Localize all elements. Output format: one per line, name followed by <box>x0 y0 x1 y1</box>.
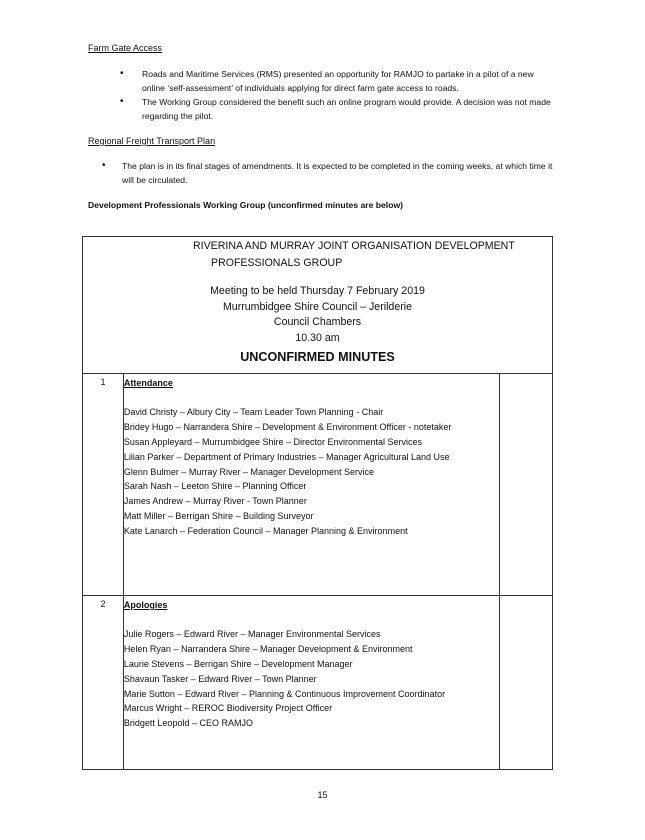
meeting-line: Murrumbidgee Shire Council – Jerilderie <box>222 300 412 313</box>
list-item: Marcus Wright – REROC Biodiversity Project Officer <box>123 703 333 714</box>
bullet-item: • Roads and Maritime Services (RMS) presented an opportunity for RAMJO to partake in a pilot of a new online ‘self-assessment’ of individuals applying for direct farm gate access to roads. <box>88 67 558 95</box>
dev-professionals-note: Development Professionals Working Group (unconfirmed minutes are below) <box>88 200 403 210</box>
list-item: Laurie Stevens – Berrigan Shire – Development Manager <box>123 658 353 669</box>
table-row <box>83 596 553 770</box>
list-item: Sarah Nash – Leeton Shire – Planning Officer <box>123 481 307 492</box>
freight-bullets <box>88 159 558 187</box>
empty-cell <box>500 596 553 770</box>
farm-gate-heading: Farm Gate Access <box>88 43 163 53</box>
list-item: James Andrew – Murray River - Town Planner <box>123 496 307 507</box>
table-row <box>83 374 553 596</box>
list-item: Shavaun Tasker – Edward River – Town Planner <box>123 673 317 684</box>
list-item: Marie Sutton – Edward River – Planning & Continuous Improvement Coordinator <box>123 688 446 699</box>
meeting-line: Meeting to be held Thursday 7 February 2019 <box>210 285 425 297</box>
bullet-item: • The plan is in its final stages of amendments. It is expected to be completed in the coming weeks, at which time it will be circulated. <box>88 159 558 187</box>
meeting-line: Council Chambers <box>273 316 362 328</box>
minutes-title-line2: PROFESSIONALS GROUP <box>211 257 343 269</box>
attendance-title: Attendance <box>123 378 173 388</box>
list-item: Susan Appleyard – Murrumbidgee Shire – Director Environmental Services <box>123 436 423 447</box>
list-item: Julie Rogers – Edward River – Manager Environmental Services <box>123 628 381 639</box>
minutes-status: UNCONFIRMED MINUTES <box>240 350 395 364</box>
attendance-list <box>124 405 499 539</box>
list-item: Matt Miller – Berrigan Shire – Building Surveyor <box>123 511 314 522</box>
farm-gate-bullets <box>88 67 558 123</box>
freight-heading: Regional Freight Transport Plan <box>88 136 216 146</box>
item-number: 2 <box>83 596 124 770</box>
list-item: Glenn Bulmer – Murray River – Manager Development Service <box>123 466 375 477</box>
list-item: Bridey Hugo – Narrandera Shire – Development & Environment Officer - notetaker <box>123 421 452 432</box>
item-content <box>123 374 499 596</box>
meeting-line: 10.30 am <box>295 331 340 344</box>
minutes-table <box>82 236 553 770</box>
list-item: Bridgett Leopold – CEO RAMJO <box>123 718 253 729</box>
list-item: Lilian Parker – Department of Primary Industries – Manager Agricultural Land Use <box>123 451 450 462</box>
bullet-item: • The Working Group considered the benefit such an online program would provide. A decision was not made regarding the pilot. <box>88 95 558 123</box>
list-item: Helen Ryan – Narrandera Shire – Manager Development & Environment <box>123 643 413 654</box>
minutes-title-line1: RIVERINA AND MURRAY JOINT ORGANISATION DEVELOPMENT <box>193 240 515 252</box>
page-number: 15 <box>317 790 328 800</box>
item-content <box>123 596 499 770</box>
minutes-header <box>83 237 553 374</box>
empty-cell <box>500 374 553 596</box>
item-number: 1 <box>83 374 124 596</box>
list-item: David Christy – Albury City – Team Leader Town Planning - Chair <box>123 406 384 417</box>
apologies-list <box>124 627 499 731</box>
list-item: Kate Lanarch – Federation Council – Manager Planning & Environment <box>123 526 408 537</box>
meeting-details <box>83 284 552 346</box>
apologies-title: Apologies <box>123 600 168 610</box>
